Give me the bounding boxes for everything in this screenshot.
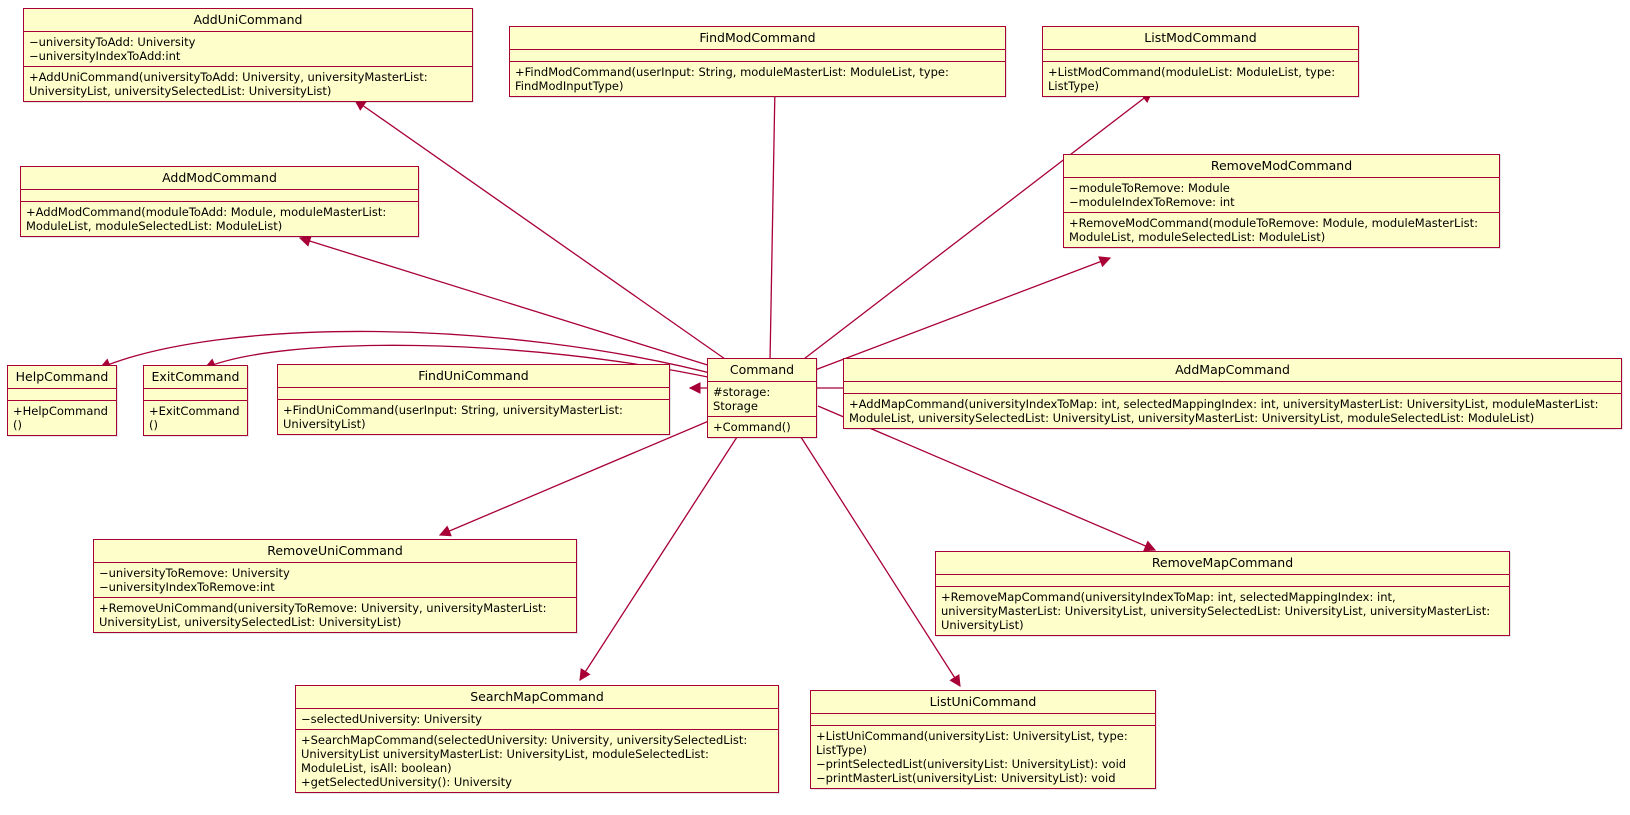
attributes-compartment xyxy=(144,389,247,400)
class-box-listuni-command[interactable] xyxy=(810,690,1156,789)
attributes-compartment xyxy=(94,563,576,597)
class-title: RemoveUniCommand xyxy=(267,543,403,558)
attribute: −moduleToRemove: Module xyxy=(1069,181,1230,195)
attribute: −universityIndexToRemove:int xyxy=(99,580,275,594)
class-title: Command xyxy=(729,362,795,377)
class-title: AddUniCommand xyxy=(193,12,303,27)
class-box-finduni-command[interactable] xyxy=(277,364,670,435)
edge-command-addmod xyxy=(300,238,730,372)
class-title: RemoveModCommand xyxy=(1210,158,1353,173)
class-title: ListUniCommand xyxy=(929,694,1037,709)
methods-compartment xyxy=(8,401,116,435)
method: +HelpCommand() xyxy=(13,404,108,432)
methods-compartment xyxy=(936,587,1509,635)
attribute: −universityToRemove: University xyxy=(99,566,290,580)
methods-compartment xyxy=(811,726,1155,788)
class-title: SearchMapCommand xyxy=(470,689,604,704)
methods-compartment xyxy=(24,67,472,101)
attributes-compartment xyxy=(278,388,669,399)
attributes-compartment xyxy=(8,389,116,400)
method: +ExitCommand() xyxy=(149,404,240,432)
attributes-compartment xyxy=(811,714,1155,725)
edge-command-findmod xyxy=(770,86,775,362)
methods-compartment xyxy=(144,401,247,435)
class-title: AddModCommand xyxy=(162,170,277,185)
class-box-removemod-command[interactable] xyxy=(1063,154,1500,248)
attributes-compartment xyxy=(21,190,418,201)
class-title: ExitCommand xyxy=(151,369,240,384)
edge-command-removemod xyxy=(815,258,1110,370)
attributes-compartment xyxy=(1064,178,1499,212)
class-box-findmod-command[interactable] xyxy=(509,26,1006,97)
class-box-searchmap-command[interactable] xyxy=(295,685,779,793)
method: +Command() xyxy=(713,420,791,434)
methods-compartment xyxy=(21,202,418,236)
methods-compartment xyxy=(278,400,669,434)
attributes-compartment xyxy=(296,709,778,729)
method: −printMasterList(universityList: UniversityList): void xyxy=(816,771,1116,785)
class-title: HelpCommand xyxy=(15,369,109,384)
class-box-removeuni-command[interactable] xyxy=(93,539,577,633)
methods-compartment xyxy=(708,417,816,437)
methods-compartment xyxy=(844,394,1621,428)
method: +ListUniCommand(universityList: UniversityList, type: ListType) xyxy=(816,729,1128,757)
class-box-command[interactable] xyxy=(707,358,817,438)
methods-compartment xyxy=(1043,62,1358,96)
method: +SearchMapCommand(selectedUniversity: University, universitySelectedList: UniversityList universityMasterList: UniversityList, moduleSelectedList: ModuleList, isAll: boolean) xyxy=(301,733,748,775)
method: +ListModCommand(moduleList: ModuleList, type: ListType) xyxy=(1048,65,1336,93)
class-box-listmod-command[interactable] xyxy=(1042,26,1359,97)
class-box-help-command[interactable] xyxy=(7,365,117,436)
class-title: FindUniCommand xyxy=(418,368,529,383)
class-box-addmod-command[interactable] xyxy=(20,166,419,237)
methods-compartment xyxy=(94,598,576,632)
attributes-compartment xyxy=(936,575,1509,586)
method: +FindModCommand(userInput: String, moduleMasterList: ModuleList, type: FindModInputType) xyxy=(515,65,949,93)
class-title: FindModCommand xyxy=(699,30,816,45)
edge-command-searchmap xyxy=(580,420,748,680)
class-box-removemap-command[interactable] xyxy=(935,551,1510,636)
method: +FindUniCommand(userInput: String, universityMasterList: UniversityList) xyxy=(283,403,623,431)
class-box-adduni-command[interactable] xyxy=(23,8,473,102)
method: +getSelectedUniversity(): University xyxy=(301,775,512,789)
method: +RemoveUniCommand(universityToRemove: University, universityMasterList: UniversityList, universitySelectedList: UniversityList) xyxy=(99,601,547,629)
attributes-compartment xyxy=(708,382,816,416)
attribute: −moduleIndexToRemove: int xyxy=(1069,195,1235,209)
attribute: #storage: Storage xyxy=(713,385,771,413)
method: +RemoveMapCommand(universityIndexToMap: int, selectedMappingIndex: int, universityMasterList: UniversityList, universitySelectedList: UniversityList, universityMasterList: UniversityList) xyxy=(941,590,1491,632)
method: −printSelectedList(universityList: UniversityList): void xyxy=(816,757,1127,771)
attributes-compartment xyxy=(844,382,1621,393)
class-title: AddMapCommand xyxy=(1175,362,1290,377)
class-box-addmap-command[interactable] xyxy=(843,358,1622,429)
attribute: −selectedUniversity: University xyxy=(301,712,482,726)
methods-compartment xyxy=(296,730,778,792)
class-title: ListModCommand xyxy=(1144,30,1257,45)
method: +AddUniCommand(universityToAdd: University, universityMasterList: UniversityList, universitySelectedList: UniversityList) xyxy=(29,70,428,98)
methods-compartment xyxy=(510,62,1005,96)
attributes-compartment xyxy=(1043,50,1358,61)
attributes-compartment xyxy=(510,50,1005,61)
method: +AddMapCommand(universityIndexToMap: int, selectedMappingIndex: int, universityMasterList: UniversityList, moduleMasterList: ModuleList, universitySelectedList: UniversityList, universityMasterList: UniversityList, moduleSelectedList: ModuleList) xyxy=(849,397,1599,425)
methods-compartment xyxy=(1064,213,1499,247)
method: +RemoveModCommand(moduleToRemove: Module, moduleMasterList: ModuleList, moduleSelectedList: ModuleList) xyxy=(1069,216,1479,244)
class-box-exit-command[interactable] xyxy=(143,365,248,436)
attribute: −universityIndexToAdd:int xyxy=(29,49,181,63)
method: +AddModCommand(moduleToAdd: Module, moduleMasterList: ModuleList, moduleSelectedList: ModuleList) xyxy=(26,205,387,233)
attributes-compartment xyxy=(24,32,472,66)
attribute: −universityToAdd: University xyxy=(29,35,196,49)
class-title: RemoveMapCommand xyxy=(1151,555,1294,570)
